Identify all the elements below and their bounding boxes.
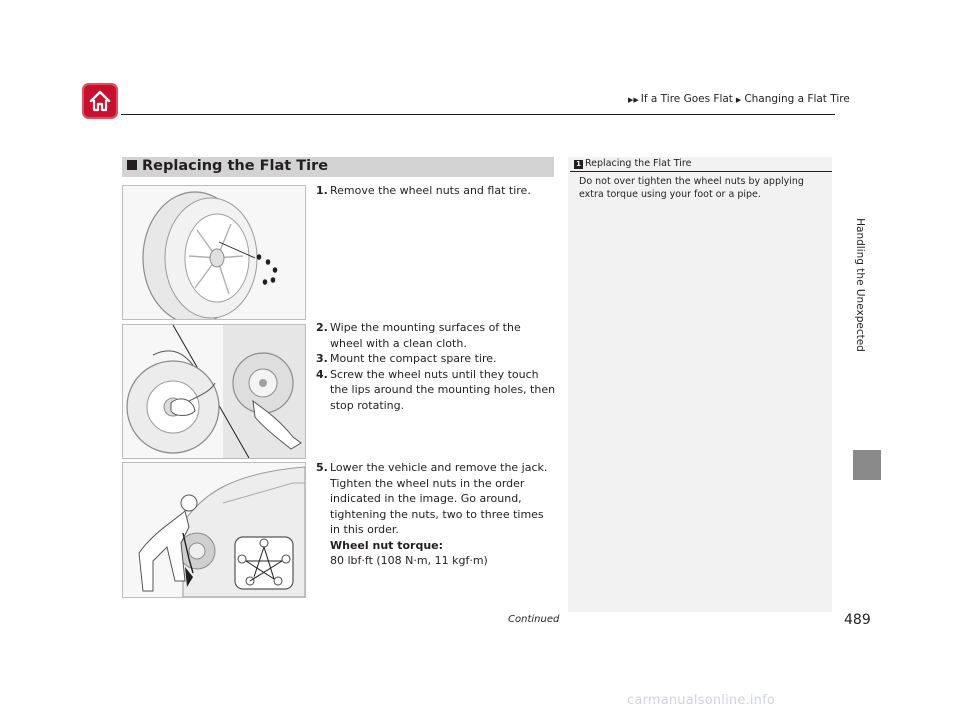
home-icon [88,89,112,113]
step-number: 2. [316,321,328,334]
note-text: Do not over tighten the wheel nuts by applying extra torque using your foot or a pipe. [579,176,804,200]
breadcrumb [628,93,850,105]
step-4 [316,367,556,414]
note-panel [568,157,832,612]
mount-spare-illustration [123,325,305,458]
step-1 [316,183,552,199]
section-title [127,158,328,174]
figure-mount-spare [122,324,306,459]
side-tab-label: Handling the Unexpected [854,218,866,352]
step-number: 1. [316,184,328,197]
step-number: 5. [316,461,328,474]
step-2 [316,320,556,351]
page-number: 489 [844,612,871,628]
note-title [574,158,691,169]
note-reference-icon: 1 [574,160,583,169]
square-bullet-icon [127,160,137,170]
breadcrumb-arrow-icon: ▶ [735,96,742,104]
step-number: 3. [316,352,328,365]
breadcrumb-arrow-icon: ▶▶ [628,96,639,104]
header-divider [121,114,835,115]
torque-value: 80 lbf·ft (108 N·m, 11 kgf·m) [330,554,488,567]
continued-label: Continued [508,614,560,625]
torque-label: Wheel nut torque: [330,538,444,552]
step-3 [316,351,556,367]
step-text: Wipe the mounting surfaces of the wheel with a clean cloth. [330,321,521,350]
breadcrumb-item-flat-tire[interactable]: If a Tire Goes Flat [640,93,733,105]
wheel-nuts-illustration [123,186,305,319]
watermark: carmanualsonline.info [627,693,776,708]
section-title-text: Replacing the Flat Tire [142,158,329,174]
figure-tighten-nuts [122,462,306,598]
note-divider [570,171,832,172]
side-tab-marker [853,450,881,480]
step-number: 4. [316,367,328,381]
note-title-text[interactable]: Replacing the Flat Tire [585,158,692,169]
breadcrumb-item-changing[interactable]: Changing a Flat Tire [744,93,850,105]
tighten-nuts-illustration [123,463,305,597]
step-text: Remove the wheel nuts and flat tire. [330,184,531,197]
step-text: Lower the vehicle and remove the jack. Tighten the wheel nuts in the order indicated in the image. Go around, tightening the nuts, two to three times in this order. [330,461,548,536]
step-text: Screw the wheel nuts until they touch the lips around the mounting holes, then stop rotating. [330,367,556,412]
figure-remove-wheel [122,185,306,320]
step-5 [316,460,552,569]
home-button[interactable] [82,83,118,119]
step-text: Mount the compact spare tire. [330,352,497,365]
steps-2-4 [316,320,556,413]
side-tab[interactable] [849,120,871,450]
